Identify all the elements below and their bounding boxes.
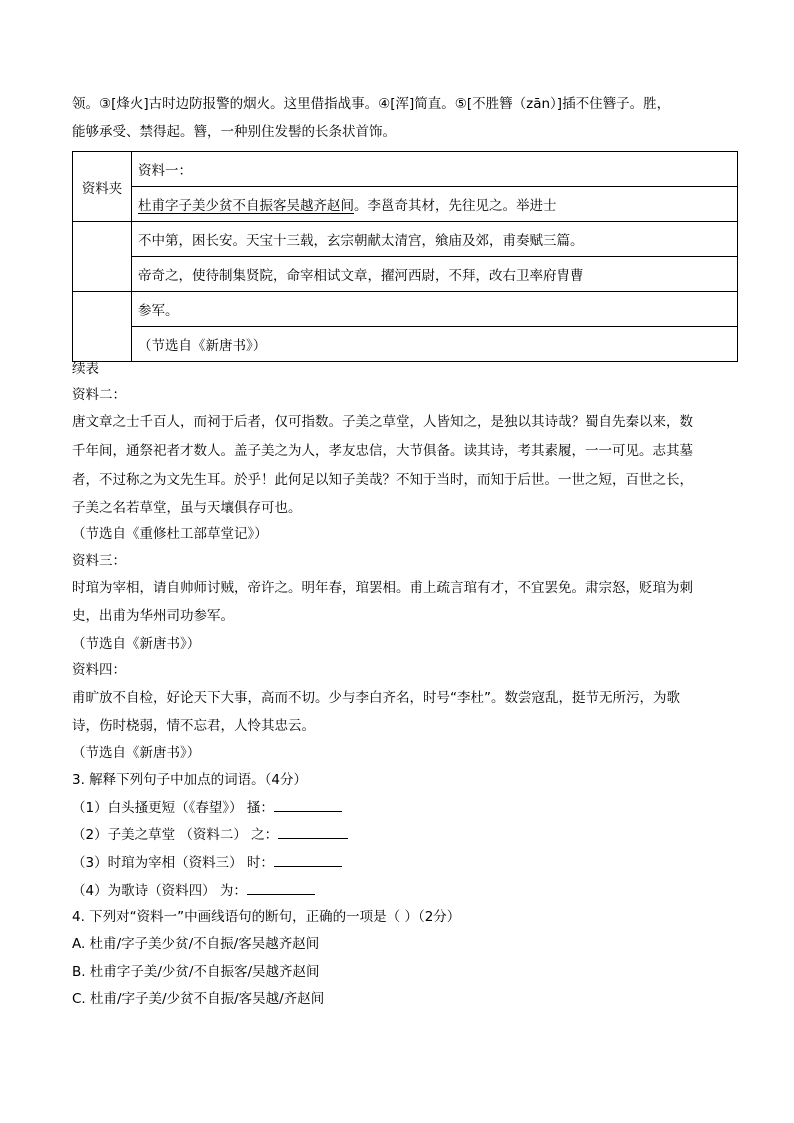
material-table (72, 151, 738, 362)
material-two-line-2: 千年间，通祭祀者才数人。盖子美之为人，孝友忠信，大节俱备。读其诗，考其素履，一一可见。志其墓 (72, 443, 693, 459)
material-three-heading: 资料三： (72, 553, 126, 569)
question-3-item-1 (72, 797, 342, 818)
question-3-item-2-text: （2）子美之草堂 （资料二） 之： (72, 827, 279, 843)
question-3-item-3 (72, 852, 342, 873)
material-one-line-1 (132, 187, 738, 222)
material-three-line-1: 时琯为宰相，请自帅师讨贼，帝许之。明年春，琯罢相。甫上疏言琯有才，不宜罢免。肃宗怒，贬琯为刺 (72, 580, 693, 596)
material-four-source: （节选自《新唐书》） (72, 745, 201, 761)
question-3-item-4 (72, 880, 315, 901)
question-3-item-1-text: （1）白头搔更短（《春望》） 搔： (72, 800, 274, 816)
continued-label: 续表 (72, 361, 99, 377)
answer-blank-3[interactable] (274, 852, 342, 867)
material-three-line-2: 史，出甫为华州司功参军。 (72, 608, 234, 624)
material-one-line-2: 不中第，困长安。天宝十三载，玄宗朝献太清宫，飨庙及郊，甫奏赋三篇。 (132, 222, 738, 257)
table-empty-cell-1 (73, 222, 132, 292)
question-4-stem: 4. 下列对“资料一”中画线语句的断句，正确的一项是（ ）（2分） (72, 909, 461, 925)
material-four-line-1: 甫旷放不自检，好论天下大事，高而不切。少与李白齐名，时号“李杜”。数尝寇乱，挺节无所污，为歌 (72, 690, 680, 706)
question-3-stem: 3. 解释下列句子中加点的词语。（4分） (72, 772, 308, 788)
material-two-line-4: 子美之名若草堂，虽与天壤俱存可也。 (72, 500, 302, 516)
answer-blank-4[interactable] (247, 880, 315, 895)
question-4-option-c[interactable]: C. 杜甫/字子美/少贫不自振/客吴越/齐赵间 (72, 991, 325, 1007)
material-one-source: （节选自《新唐书》） (132, 327, 738, 362)
footnote-line-1: 领。③[烽火]古时边防报警的烟火。这里借指战事。④[浑]简直。⑤[不胜簪（zān）]插不住簪子。胜， (72, 96, 671, 112)
question-4-option-b[interactable]: B. 杜甫字子美/少贫/不自振客/吴越齐赵间 (72, 964, 320, 980)
material-folder-label: 资料夹 (73, 152, 132, 222)
question-3-item-3-text: （3）时琯为宰相（资料三） 时： (72, 855, 274, 871)
material-one-heading: 资料一： (132, 152, 738, 187)
answer-blank-1[interactable] (274, 797, 342, 812)
material-one-line-3: 帝奇之，使待制集贤院，命宰相试文章，擢河西尉，不拜，改右卫率府胄曹 (132, 257, 738, 292)
question-4-option-a[interactable]: A. 杜甫/字子美少贫/不自振/客吴越齐赵间 (72, 936, 320, 952)
material-two-heading: 资料二： (72, 387, 126, 403)
material-two-line-3: 者，不过称之为文先生耳。於乎！此何足以知子美哉？不知于当时，而知于后世。一世之短，百世之长， (72, 472, 693, 488)
material-four-heading: 资料四： (72, 662, 126, 678)
question-3-item-2 (72, 824, 348, 845)
material-two-source: （节选自《重修杜工部草堂记》） (72, 526, 268, 542)
material-two-line-1: 唐文章之士千百人，而祠于后者，仅可指数。子美之草堂，人皆知之，是独以其诗哉？蜀自先秦以来，数 (72, 414, 693, 430)
question-3-item-4-text: （4）为歌诗（资料四） 为： (72, 883, 247, 899)
material-one-line-4: 参军。 (132, 292, 738, 327)
table-empty-cell-2 (73, 292, 132, 362)
underlined-sentence: 杜甫字子美少贫不自振客吴越齐赵间 (138, 198, 354, 214)
answer-blank-2[interactable] (278, 824, 348, 839)
material-one-line-1-rest: 。李邕奇其材，先往见之。举进士 (354, 198, 557, 214)
material-four-line-2: 诗，伤时桡弱，情不忘君，人怜其忠云。 (72, 718, 315, 734)
material-three-source: （节选自《新唐书》） (72, 636, 201, 652)
footnote-line-2: 能够承受、禁得起。簪，一种别住发髻的长条状首饰。 (72, 124, 396, 140)
